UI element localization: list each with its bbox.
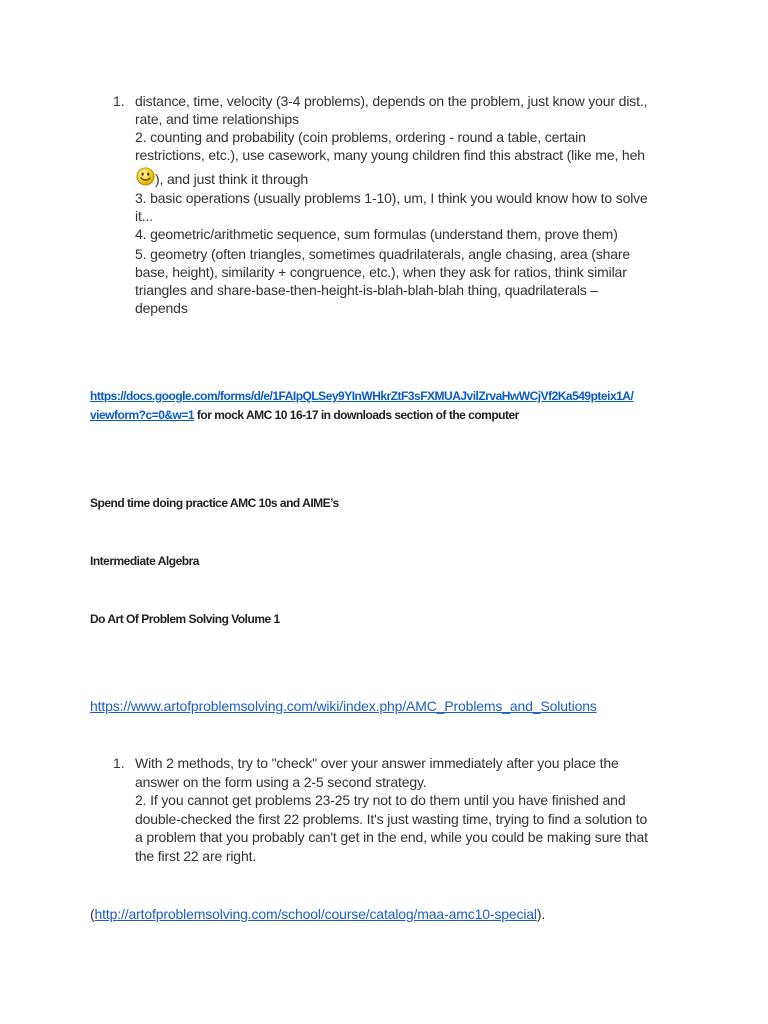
list-line: answer on the form using a 2-5 second strategy. bbox=[135, 773, 427, 790]
list-line: 4. geometric/arithmetic sequence, sum formulas (understand them, prove them) bbox=[135, 226, 618, 242]
list-item-content bbox=[135, 92, 648, 317]
list-line-with-smiley bbox=[135, 164, 648, 189]
list-line: a problem that you probably can't get in the end, while you could be making sure that bbox=[135, 829, 648, 846]
list-line: With 2 methods, try to "check" over your answer immediately after you place the bbox=[135, 755, 619, 771]
list-line: double-checked the first 22 problems. It's just wasting time, trying to find a solution to bbox=[135, 810, 648, 827]
note-aops-volume: Do Art Of Problem Solving Volume 1 bbox=[90, 612, 280, 626]
list-line: 5. geometry (often triangles, sometimes quadrilaterals, angle chasing, area (share bbox=[135, 246, 631, 262]
list-line: it... bbox=[135, 208, 153, 224]
course-link[interactable]: http://artofproblemsolving.com/school/course/catalog/maa-amc10-special bbox=[94, 906, 537, 922]
list-marker: 1. bbox=[113, 93, 125, 109]
mock-form-description: for mock AMC 10 16-17 in downloads section of the computer bbox=[194, 408, 519, 422]
aops-wiki-link[interactable]: https://www.artofproblemsolving.com/wiki/index.php/AMC_Problems_and_Solutions bbox=[90, 698, 597, 714]
aops-wiki-paragraph bbox=[90, 697, 597, 716]
list-item-content bbox=[135, 754, 648, 866]
list-line: rate, and time relationships bbox=[135, 111, 299, 127]
mock-amc-paragraph bbox=[90, 387, 633, 425]
list-line-text: ), and just think it through bbox=[155, 171, 308, 187]
mock-form-link[interactable]: https://docs.google.com/forms/d/e/1FAIpQLSey9YInWHkrZtF3sFXMUAJvilZrvaHwWCjVf2Ka549pteix1A/ bbox=[90, 389, 634, 403]
list-line: 3. basic operations (usually problems 1-10), um, I think you would know how to solve bbox=[135, 190, 648, 206]
mock-form-link-continued[interactable]: viewform?c=0&w=1 bbox=[90, 408, 195, 422]
list-line: 2. counting and probability (coin problems, ordering - round a table, certain bbox=[135, 129, 586, 145]
list-line: triangles and share-base-then-height-is-blah-blah-blah thing, quadrilaterals – bbox=[135, 282, 599, 298]
smiley-icon bbox=[136, 167, 155, 186]
list-line: base, height), similarity + congruence, etc.), when they ask for ratios, think similar bbox=[135, 264, 627, 280]
list-line: restrictions, etc.), use casework, many young children find this abstract (like me, heh bbox=[135, 147, 645, 163]
course-close-paren: ). bbox=[536, 906, 546, 922]
note-intermediate-algebra: Intermediate Algebra bbox=[90, 554, 199, 568]
list-marker: 1. bbox=[113, 755, 125, 771]
list-line: 2. If you cannot get problems 23-25 try not to do them until you have finished and bbox=[135, 792, 626, 809]
course-open-paren: ( bbox=[90, 906, 95, 922]
note-practice: Spend time doing practice AMC 10s and AIME’s bbox=[90, 496, 339, 510]
list-line: distance, time, velocity (3-4 problems), depends on the problem, just know your dist., bbox=[135, 93, 648, 109]
list-line: depends bbox=[135, 300, 188, 316]
course-paragraph bbox=[90, 905, 545, 923]
list-line: the first 22 are right. bbox=[135, 847, 257, 864]
